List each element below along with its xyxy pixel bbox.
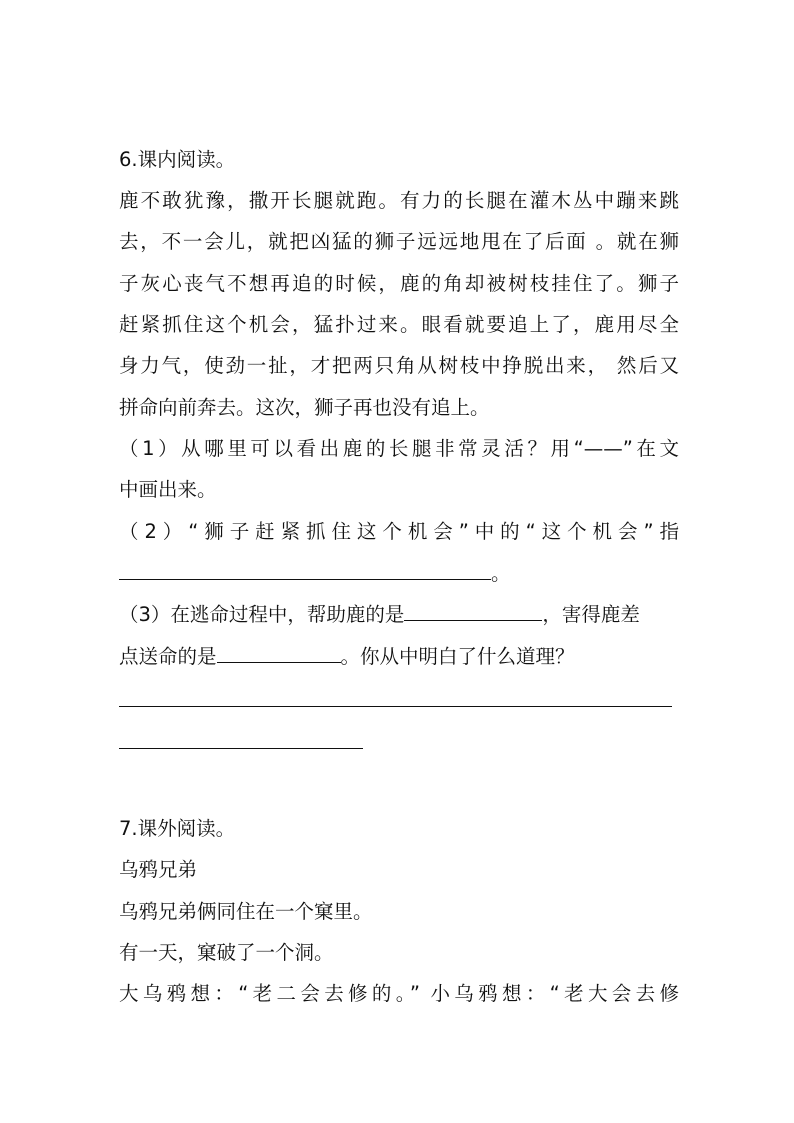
answer-line-1[interactable]: [119, 706, 672, 707]
story-title: 乌鸦兄弟: [119, 858, 198, 881]
story-line-3: 大乌鸦想：“老二会去修的。” 小乌鸦想：“老大会去修: [119, 982, 679, 1005]
passage-line-6: 拼命向前奔去。这次，狮子再也没有追上。: [119, 396, 490, 419]
story-line-1: 乌鸦兄弟俩同住在一个窠里。: [119, 900, 373, 923]
section7-heading: 7.课外阅读。: [119, 817, 236, 840]
q3-text-c: 点送命的是: [119, 645, 217, 668]
answer-blank-q3-harm[interactable]: [217, 642, 341, 663]
answer-blank-q2[interactable]: [119, 559, 491, 580]
passage-line-2: 去，不一会儿，就把凶猛的狮子远远地甩在了后面 。就在狮: [119, 230, 679, 253]
question-2-line-2: [119, 559, 679, 587]
question-1-line-1: （1）从哪里可以看出鹿的长腿非常灵活？用“——”在文: [119, 437, 679, 460]
answer-line-2[interactable]: [119, 748, 363, 749]
passage-line-5: 身力气，使劲一扯，才把两只角从树枝中挣脱出来， 然后又: [119, 354, 679, 377]
story-line-2: 有一天，窠破了一个洞。: [119, 941, 334, 964]
question-2-line-1: （2）“狮子赶紧抓住这个机会”中的“这个机会”指: [119, 520, 679, 543]
q3-text-b: ，害得鹿差: [542, 603, 640, 626]
question-3-line-2: [119, 642, 679, 670]
passage-line-3: 子灰心丧气不想再追的时候，鹿的角却被树枝挂住了。狮子: [119, 272, 679, 295]
q2-end-mark: 。: [491, 562, 511, 585]
q3-text-a: （3）在逃命过程中，帮助鹿的是: [119, 603, 405, 626]
q3-text-d: 。你从中明白了什么道理？: [340, 645, 575, 668]
question-3-line-1: [119, 600, 679, 628]
answer-blank-q3-helper[interactable]: [404, 600, 542, 621]
question-1-line-2: 中画出来。: [119, 478, 217, 501]
section6-heading: 6.课内阅读。: [119, 148, 236, 171]
passage-line-1: 鹿不敢犹豫，撒开长腿就跑。有力的长腿在灌木丛中蹦来跳: [119, 189, 679, 212]
passage-line-4: 赶紧抓住这个机会，猛扑过来。眼看就要追上了，鹿用尽全: [119, 313, 679, 336]
